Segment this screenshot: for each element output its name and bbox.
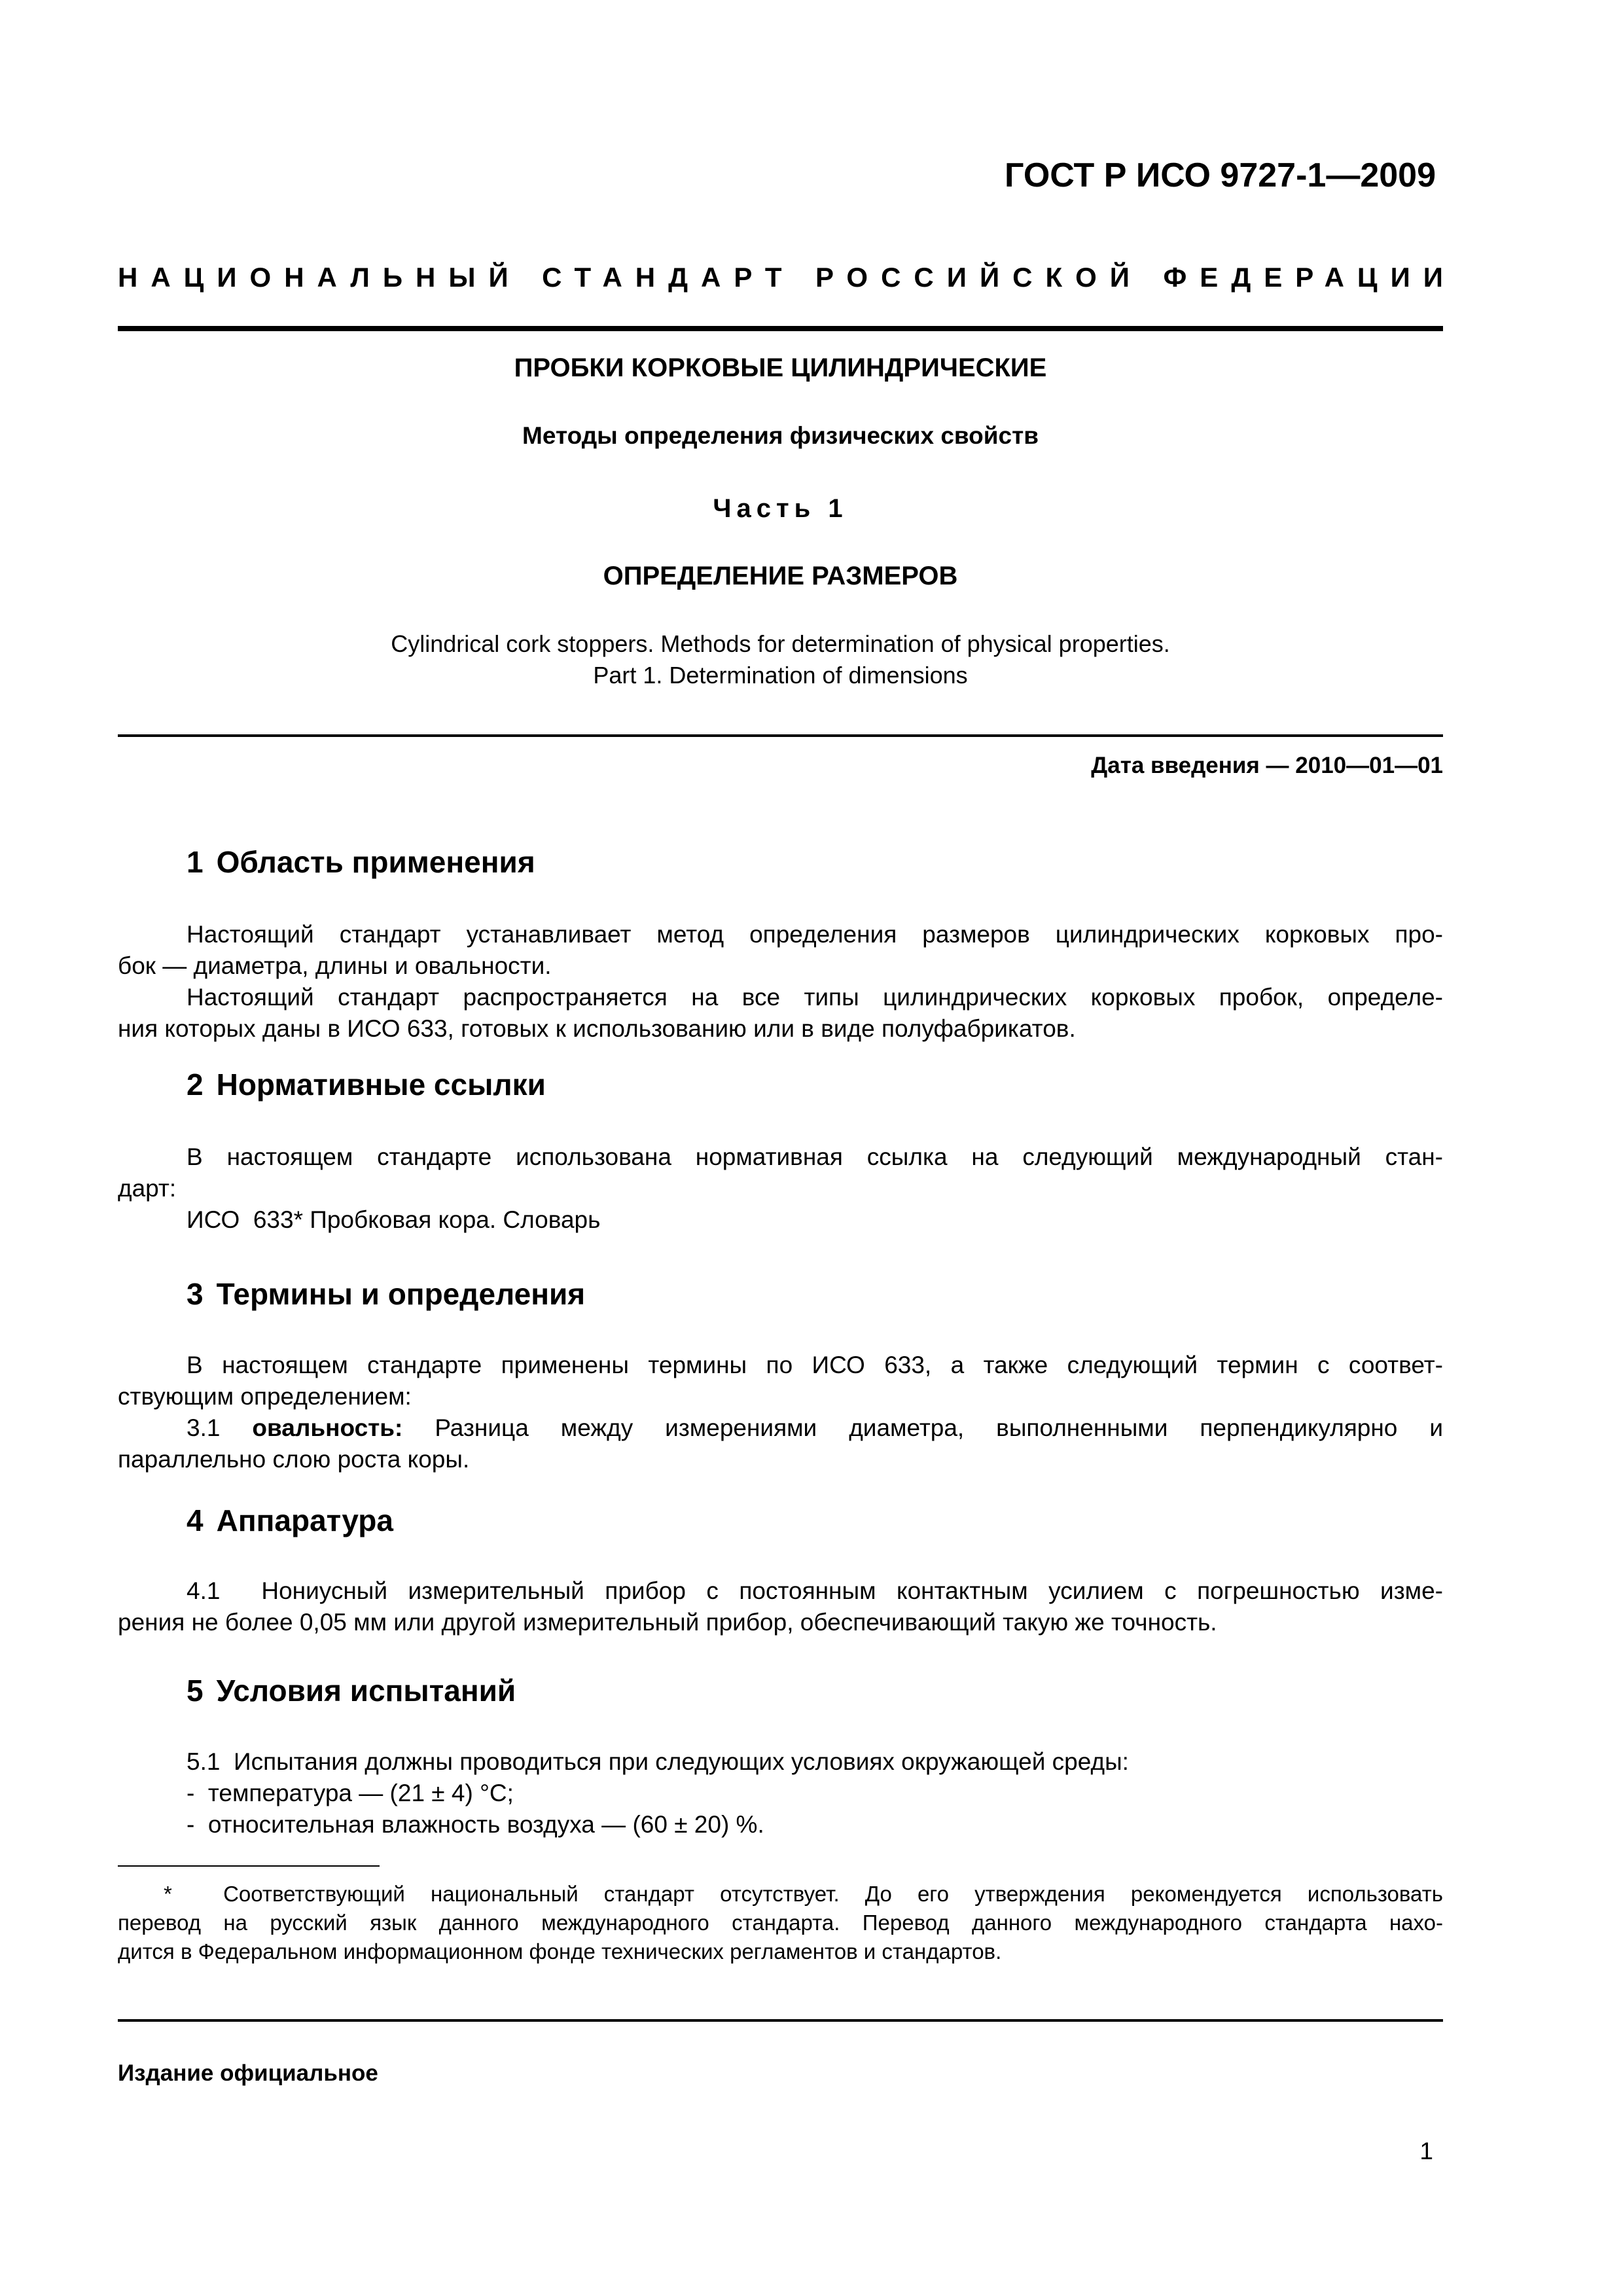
footnote: [118, 1880, 1443, 1966]
section-number: 5: [187, 1674, 204, 1708]
paragraph-line: ния которых даны в ИСО 633, готовых к использованию или в виде полуфабрикатов.: [118, 1015, 1076, 1042]
paragraph-line: параллельно слою роста коры.: [118, 1446, 470, 1473]
banner-word: НАЦИОНАЛЬНЫЙ: [118, 262, 522, 293]
term-definition: Разница между измерениями диаметра, выполненными перпендикулярно и: [435, 1414, 1444, 1441]
section-heading: [187, 1276, 585, 1312]
reference-entry: ИСО 633* Пробковая кора. Словарь: [187, 1206, 601, 1233]
part-label: Часть 1: [713, 494, 848, 523]
paragraph-line: 4.1 Нониусный измерительный прибор с постоянным контактным усилием с погрешностью изме-: [187, 1577, 1443, 1604]
banner-word: РОССИЙСКОЙ: [815, 262, 1143, 293]
paragraph-line: Настоящий стандарт распространяется на все типы цилиндрических корковых пробок, определе-: [187, 984, 1443, 1011]
title-divider: [118, 734, 1443, 737]
section-title: Область применения: [216, 845, 535, 879]
section-body: [118, 1350, 1443, 1475]
page-number: 1: [1419, 2138, 1433, 2164]
section-title: Термины и определения: [216, 1277, 586, 1311]
term-name: овальность:: [252, 1414, 403, 1441]
section-heading: [187, 1067, 546, 1102]
footnote-line: * Соответствующий национальный стандарт отсутствует. До его утверждения рекомендуется использовать: [164, 1882, 1443, 1906]
section-number: 2: [187, 1067, 204, 1102]
paragraph-line: дарт:: [118, 1175, 177, 1202]
section-number: 4: [187, 1503, 204, 1537]
footnote-line: перевод на русский язык данного международного стандарта. Перевод данного международного стандарта нахо-: [118, 1910, 1443, 1935]
section-title: Аппаратура: [216, 1503, 393, 1537]
footer-divider: [118, 2019, 1443, 2022]
paragraph-line: бок — диаметра, длины и овальности.: [118, 952, 552, 979]
list-item: - температура — (21 ± 4) °С;: [187, 1780, 514, 1806]
term-definition-line: [118, 1412, 1443, 1444]
section-title: Нормативные ссылки: [216, 1067, 546, 1102]
paragraph-line: Настоящий стандарт устанавливает метод определения размеров цилиндрических корковых про-: [187, 921, 1443, 948]
footnote-line: дится в Федеральном информационном фонде технических регламентов и стандартов.: [118, 1939, 1002, 1964]
english-title-line: Part 1. Determination of dimensions: [593, 662, 968, 689]
section-number: 3: [187, 1277, 204, 1311]
document-code: ГОСТ Р ИСО 9727-1—2009: [1005, 156, 1436, 194]
section-body: [118, 919, 1443, 1045]
edition-label: Издание официальное: [118, 2060, 378, 2086]
paragraph-line: рения не более 0,05 мм или другой измерительный прибор, обеспечивающий такую же точность.: [118, 1609, 1217, 1636]
section-body: [118, 1141, 1443, 1236]
footnote-divider: [118, 1865, 380, 1867]
document-title: ПРОБКИ КОРКОВЫЕ ЦИЛИНДРИЧЕСКИЕ: [514, 353, 1047, 382]
paragraph-line: 5.1 Испытания должны проводиться при следующих условиях окружающей среды:: [187, 1748, 1129, 1775]
section-body: [118, 1746, 1443, 1778]
term-number: 3.1: [187, 1414, 221, 1441]
section-title: Условия испытаний: [216, 1674, 516, 1708]
section-heading: [187, 844, 535, 880]
paragraph-line: В настоящем стандарте использована нормативная ссылка на следующий международный стан-: [187, 1143, 1443, 1170]
banner-word: СТАНДАРТ: [542, 262, 795, 293]
banner-word: ФЕДЕРАЦИИ: [1163, 262, 1456, 293]
section-number: 1: [187, 845, 204, 879]
paragraph-line: ствующим определением:: [118, 1383, 412, 1410]
part-title: ОПРЕДЕЛЕНИЕ РАЗМЕРОВ: [603, 562, 958, 590]
section-heading: [187, 1673, 516, 1708]
header-divider: [118, 326, 1443, 331]
list-item: - относительная влажность воздуха — (60 ± 20) %.: [187, 1811, 764, 1838]
introduction-date: Дата введения — 2010—01—01: [1091, 753, 1443, 778]
section-heading: [187, 1503, 393, 1538]
paragraph-line: В настоящем стандарте применены термины по ИСО 633, а также следующий термин с соответ-: [187, 1352, 1443, 1378]
document-subtitle: Методы определения физических свойств: [522, 422, 1039, 449]
standard-banner: [118, 262, 1456, 293]
english-title-line: Cylindrical cork stoppers. Methods for determination of physical properties.: [391, 630, 1170, 657]
section-body: [118, 1575, 1443, 1638]
english-title: [118, 628, 1443, 691]
